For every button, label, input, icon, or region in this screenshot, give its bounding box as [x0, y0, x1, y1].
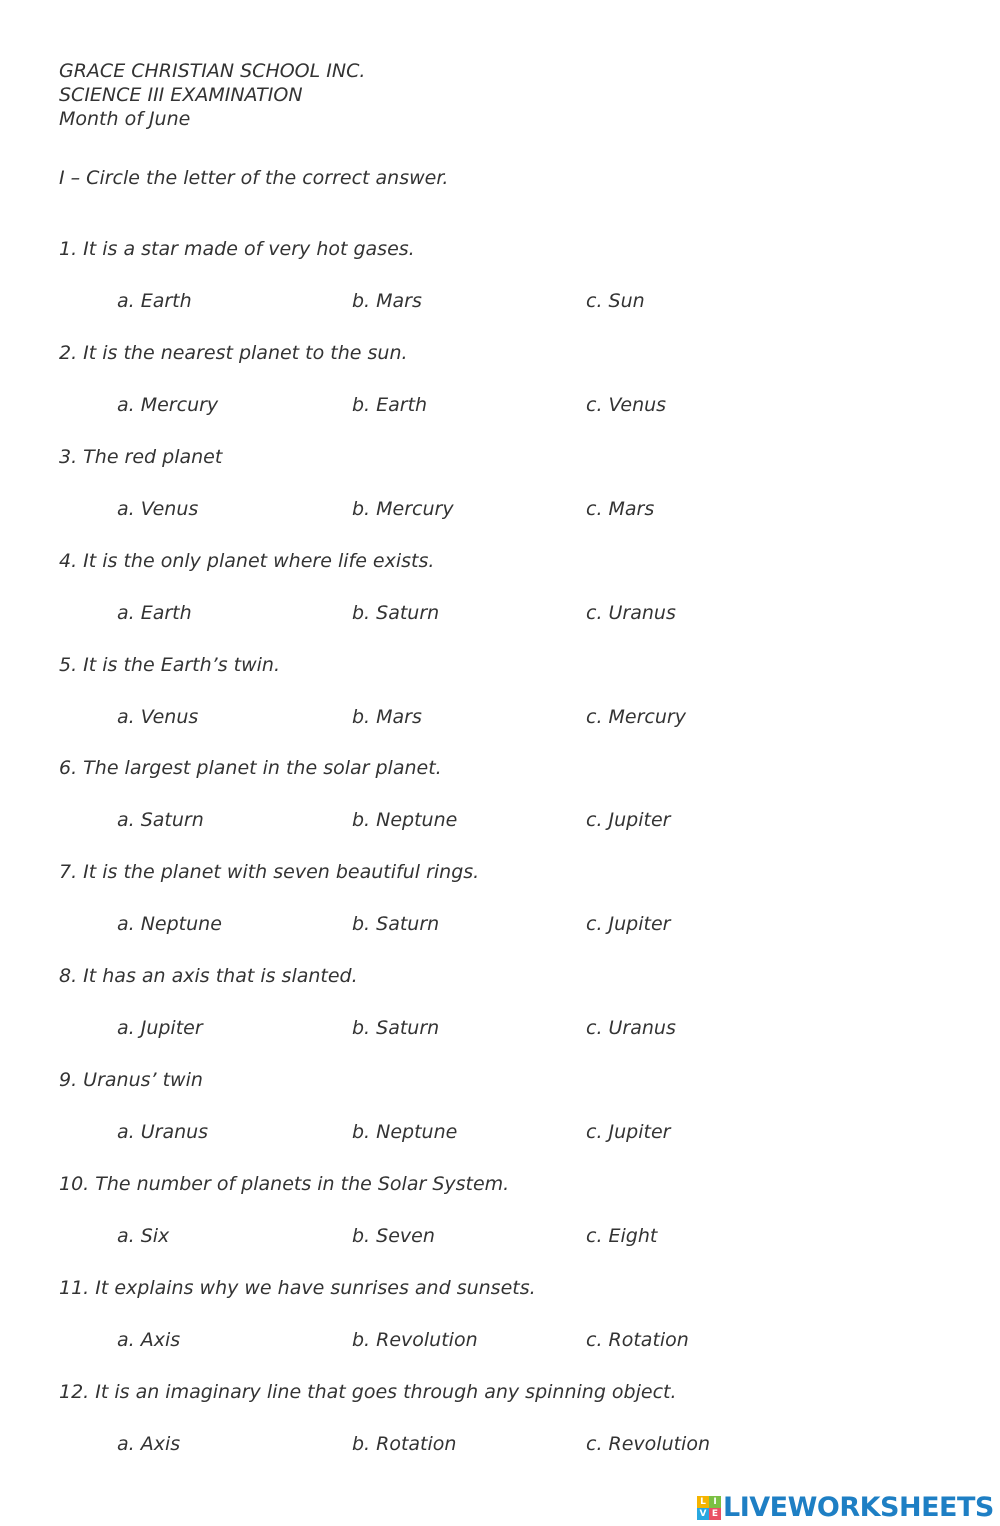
choice-c[interactable]: c. Jupiter	[586, 809, 671, 832]
question-text: 10. The number of planets in the Solar System.	[59, 1173, 510, 1196]
choice-b[interactable]: b. Saturn	[352, 1017, 440, 1040]
choice-c[interactable]: c. Rotation	[586, 1328, 689, 1351]
question-text: 1. It is a star made of very hot gases.	[59, 238, 415, 260]
choice-a[interactable]: a. Axis	[117, 1328, 181, 1351]
choice-b[interactable]: b. Saturn	[352, 913, 440, 936]
choice-c[interactable]: c. Mars	[586, 497, 655, 520]
choice-b[interactable]: b. Revolution	[352, 1328, 478, 1351]
choice-b[interactable]: b. Saturn	[352, 601, 440, 624]
choice-c[interactable]: c. Jupiter	[586, 1121, 671, 1144]
choice-b[interactable]: b. Mercury	[352, 497, 454, 520]
liveworksheets-logo	[697, 1490, 994, 1526]
question-item	[0, 1068, 1000, 1172]
question-text: 8. It has an axis that is slanted.	[59, 965, 358, 988]
choice-a[interactable]: a. Saturn	[117, 809, 204, 832]
choice-c[interactable]: c. Eight	[586, 1225, 658, 1248]
question-item	[0, 549, 1000, 653]
choice-a[interactable]: a. Earth	[117, 601, 192, 624]
choice-b[interactable]: b. Earth	[352, 393, 428, 416]
choice-c[interactable]: c. Venus	[586, 393, 667, 416]
choice-b[interactable]: b. Mars	[352, 290, 422, 312]
liveworksheets-logo-icon: L I V E	[697, 1496, 721, 1520]
question-item	[0, 860, 1000, 964]
question-item	[0, 756, 1000, 860]
choice-c[interactable]: c. Uranus	[586, 601, 676, 624]
choice-a[interactable]: a. Venus	[117, 497, 199, 520]
choice-c[interactable]: c. Revolution	[586, 1432, 711, 1455]
question-text: 4. It is the only planet where life exists.	[59, 549, 435, 572]
question-item	[0, 445, 1000, 549]
choice-a[interactable]: a. Mercury	[117, 393, 219, 416]
question-item	[0, 237, 1000, 341]
instruction-text: I – Circle the letter of the correct answer.	[59, 167, 449, 189]
choice-b[interactable]: b. Neptune	[352, 809, 458, 832]
choice-b[interactable]: b. Mars	[352, 705, 422, 728]
choice-a[interactable]: a. Axis	[117, 1432, 181, 1455]
question-text: 6. The largest planet in the solar planet.	[59, 757, 442, 780]
choice-a[interactable]: a. Neptune	[117, 913, 222, 936]
question-list	[0, 237, 1000, 1484]
choice-c[interactable]: c. Sun	[586, 290, 645, 312]
choice-b[interactable]: b. Neptune	[352, 1121, 458, 1144]
question-item	[0, 964, 1000, 1068]
question-text: 2. It is the nearest planet to the sun.	[59, 341, 408, 364]
question-text: 5. It is the Earth’s twin.	[59, 653, 280, 676]
choice-a[interactable]: a. Earth	[117, 290, 192, 312]
school-name: GRACE CHRISTIAN SCHOOL INC.	[59, 60, 366, 82]
choice-b[interactable]: b. Rotation	[352, 1432, 457, 1455]
question-item	[0, 1276, 1000, 1380]
question-text: 3. The red planet	[59, 445, 223, 468]
question-text: 12. It is an imaginary line that goes through any spinning object.	[59, 1380, 677, 1403]
choice-a[interactable]: a. Uranus	[117, 1121, 209, 1144]
question-text: 7. It is the planet with seven beautiful rings.	[59, 861, 480, 884]
choice-c[interactable]: c. Mercury	[586, 705, 686, 728]
question-item	[0, 1380, 1000, 1484]
choice-a[interactable]: a. Venus	[117, 705, 199, 728]
choice-c[interactable]: c. Uranus	[586, 1017, 676, 1040]
liveworksheets-logo-text: LIVEWORKSHEETS	[723, 1492, 994, 1523]
question-item	[0, 653, 1000, 757]
choice-b[interactable]: b. Seven	[352, 1225, 435, 1248]
exam-title: SCIENCE III EXAMINATION	[59, 84, 303, 106]
question-item	[0, 341, 1000, 445]
choice-a[interactable]: a. Six	[117, 1225, 170, 1248]
question-text: 11. It explains why we have sunrises and sunsets.	[59, 1276, 536, 1299]
worksheet-header	[59, 59, 365, 131]
choice-a[interactable]: a. Jupiter	[117, 1017, 203, 1040]
choice-c[interactable]: c. Jupiter	[586, 913, 671, 936]
question-text: 9. Uranus’ twin	[59, 1069, 203, 1092]
exam-month: Month of June	[59, 108, 191, 130]
question-item	[0, 1172, 1000, 1276]
